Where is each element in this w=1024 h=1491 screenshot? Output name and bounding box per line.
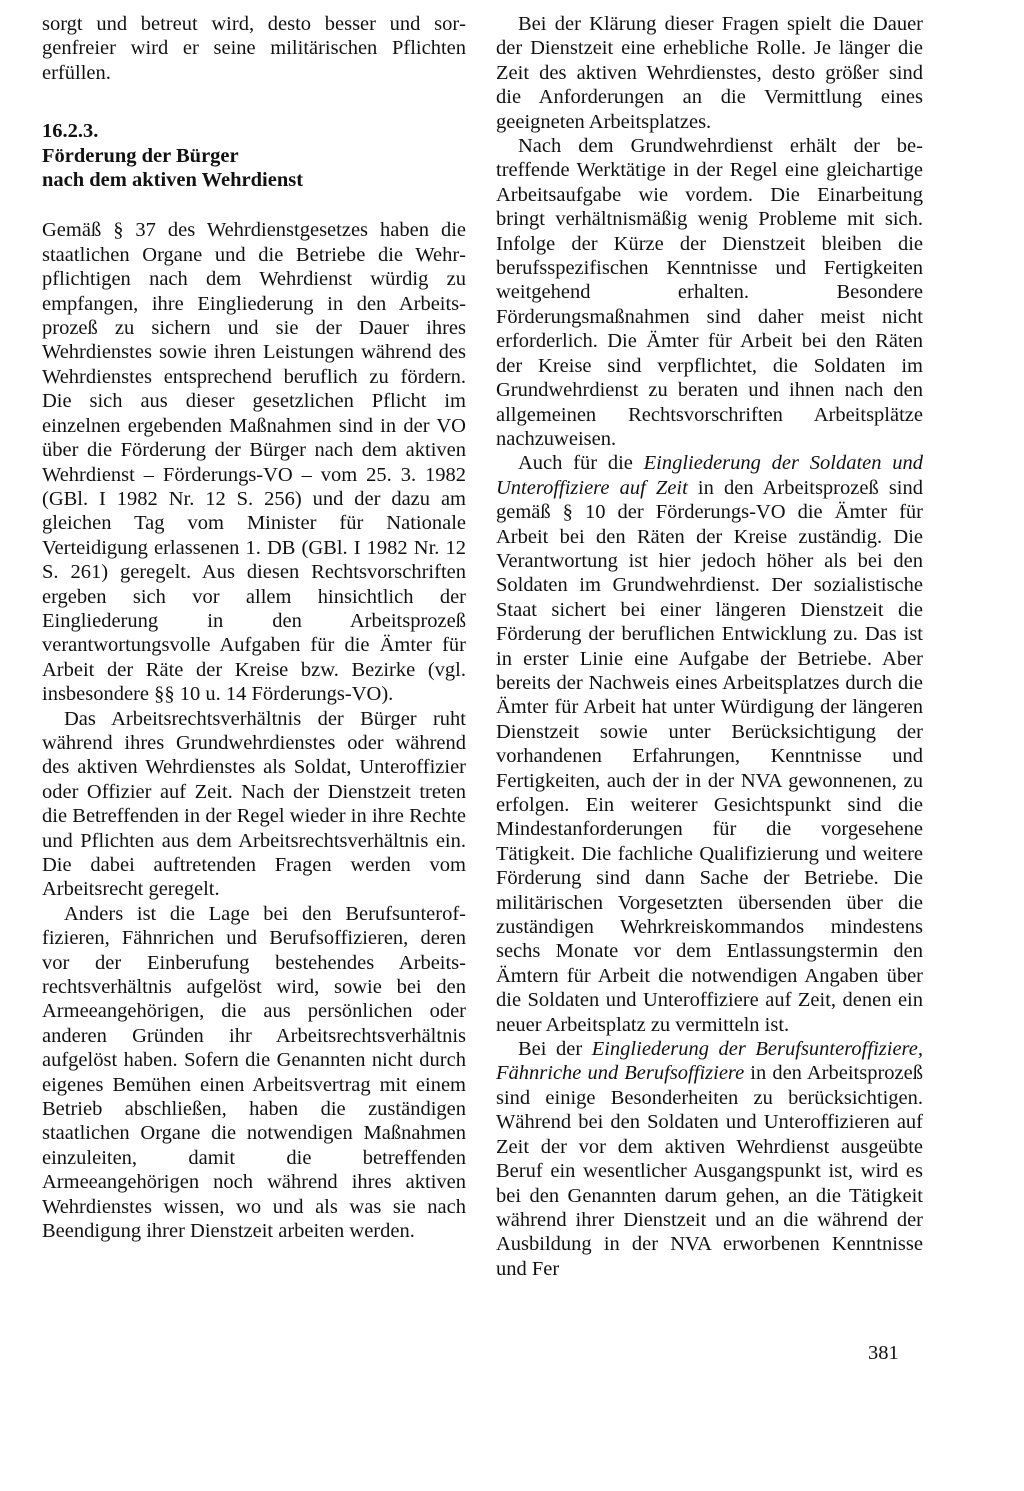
paragraph-career-soldiers: Anders ist die Lage bei den Berufsunteroffizieren, Fähnrichen und Berufsoffizieren, deren vor der Einberufung bestehendes Arbeitsrechtsverhältnis aufgelöst wird, sowie bei den Armeeangehörigen, die aus persönlichen oder anderen Gründen ihr Arbeitsrechtsverhältnis aufgelöst haben. Sofern die Genannten nicht durch eigenes Bemühen einen Arbeitsvertrag mit einem Betrieb abschließen, haben die zuständigen staatlichen Organe die notwendigen Maßnahmen einzuleiten, damit die betreffenden Armeeangehörigen noch während ihres aktiven Wehrdienstes wissen, wo und als was sie nach Beendigung ihrer Dienstzeit arbeiten werden. [42, 902, 466, 1243]
section-heading [42, 119, 466, 192]
paragraph-legal-basis: Gemäß § 37 des Wehrdienstgesetzes haben die staatlichen Organe und die Betriebe die Wehrpflichtigen nach dem Wehrdienst würdig zu empfangen, ihre Eingliederung in den Arbeitsprozeß zu sichern und sie der Dauer ihres Wehrdienstes sowie ihren Leistungen während des Wehrdienstes entsprechend beruflich zu fördern. Die sich aus dieser gesetzlichen Pflicht im einzelnen ergebenden Maßnahmen sind in der VO über die Förderung der Bürger nach dem aktiven Wehrdienst – Förderungs-VO – vom 25. 3. 1982 (GBl. I 1982 Nr. 12 S. 256) und der dazu am gleichen Tag vom Minister für Nationale Verteidigung erlassenen 1. DB (GBl. I 1982 Nr. 12 S. 261) geregelt. Aus diesen Rechtsvorschriften ergeben sich vor allem hinsichtlich der Eingliederung in den Arbeitsprozeß verantwortungsvolle Aufgaben für die Ämter für Arbeit der Räte der Kreise bzw. Bezirke (vgl. insbesondere §§ 10 u. 14 Förderungs-VO). [42, 219, 466, 706]
text-run: Auch für die [518, 452, 644, 475]
section-number: 16.2.3. [42, 120, 99, 143]
paragraph-basic-service: Nach dem Grundwehrdienst erhält der betreffende Werktätige in der Regel eine gleichartige Arbeitsaufgabe wie vordem. Die Einarbeitung bringt verhältnismäßig wenig Probleme mit sich. Infolge der Kürze der Dienstzeit bleiben die berufsspezifischen Kenntnisse und Fertigkeiten weitgehend erhalten. Besondere Förderungsmaßnahmen sind daher meist nicht erforderlich. Die Ämter für Arbeit bei den Räten der Kreise sind verpflichtet, die Soldaten im Grundwehrdienst zu beraten und ihnen nach den allgemeinen Rechtsvorschriften Arbeitsplätze nachzuweisen. [496, 135, 923, 450]
text-run: in den Arbeitsprozeß sind gemäß § 10 der Förderungs-VO die Ämter für Arbeit bei den Räten der Kreise zuständig. Die Verantwortung ist hier jedoch höher als bei den Soldaten im Grundwehrdienst. Der sozialistische Staat sichert bei einer längeren Dienstzeit die Förderung der beruflichen Entwicklung zu. Das ist in erster Linie eine Aufgabe der Betriebe. Aber bereits der Nachweis eines Arbeitsplatzes durch die Ämter für Arbeit hat unter Würdigung der längeren Dienstzeit sowie unter Berücksichtigung der vorhandenen Erfahrungen, Kenntnisse und Fertigkeiten, auch der in der NVA gewonnenen, zu erfolgen. Ein weiterer Gesichtspunkt sind die Mindestanforderungen für die vorgesehene Tätigkeit. Die fachliche Qualifizierung und weitere Förderung sind dann Sache der Betriebe. Die militärischen Vorgesetzten übersenden über die zuständigen Wehrkreiskommandos mindestens sechs Monate vor dem Entlassungstermin den Ämtern für Arbeit die notwendigen Angaben über die Soldaten und Unteroffiziere auf Zeit, denen ein neuer Arbeitsplatz zu vermitteln ist. [496, 476, 923, 1036]
section-title-line-2: nach dem aktiven Wehrdienst [42, 169, 304, 192]
right-column [496, 12, 923, 1281]
section-title-line-1: Förderung der Bürger [42, 144, 239, 167]
paragraph-employment-relation: Das Arbeitsrechtsverhältnis der Bürger ruht während ihres Grundwehrdienstes oder während des aktiven Wehrdienstes als Soldat, Unteroffizier oder Offizier auf Zeit. Nach der Dienstzeit treten die Betreffenden in der Regel wieder in ihre Rechte und Pflichten aus dem Arbeitsrechtsverhältnis ein. Die dabei auftretenden Fragen werden vom Arbeitsrecht geregelt. [42, 707, 466, 901]
emphasis-text: Eingliederung der Soldaten und Unteroffiziere auf Zeit [496, 452, 923, 499]
emphasis-text: Eingliederung der Berufsunteroffiziere, Fähnriche und Berufsoffiziere [496, 1038, 923, 1085]
left-column [42, 12, 466, 1244]
text-run: in den Arbeitsprozeß sind einige Besonderheiten zu berücksichtigen. Während bei den Soldaten und Unteroffizieren auf Zeit der vor dem aktiven Wehrdienst ausgeübte Beruf ein wesentlicher Ausgangspunkt ist, wird es bei den Genannten darum gehen, an die Tätigkeit während ihrer Dienstzeit und an die während der Ausbildung in der NVA erworbenen Kenntnisse und Fer [496, 1062, 923, 1280]
paragraph-temporary-soldiers [496, 451, 923, 1037]
intro-paragraph: sorgt und betreut wird, desto besser und sorgenfreier wird er seine militärischen Pflichten erfüllen. [42, 13, 466, 84]
paragraph-career-officers [496, 1037, 923, 1281]
page-number: 381 [868, 1342, 899, 1364]
text-run: Bei der [518, 1038, 592, 1061]
paragraph-service-duration: Bei der Klärung dieser Fragen spielt die Dauer der Dienstzeit eine erhebliche Rolle. Je länger die Zeit des aktiven Wehrdienstes, desto größer sind die Anforderungen an die Vermittlung eines geeigneten Arbeitsplatzes. [496, 13, 923, 133]
